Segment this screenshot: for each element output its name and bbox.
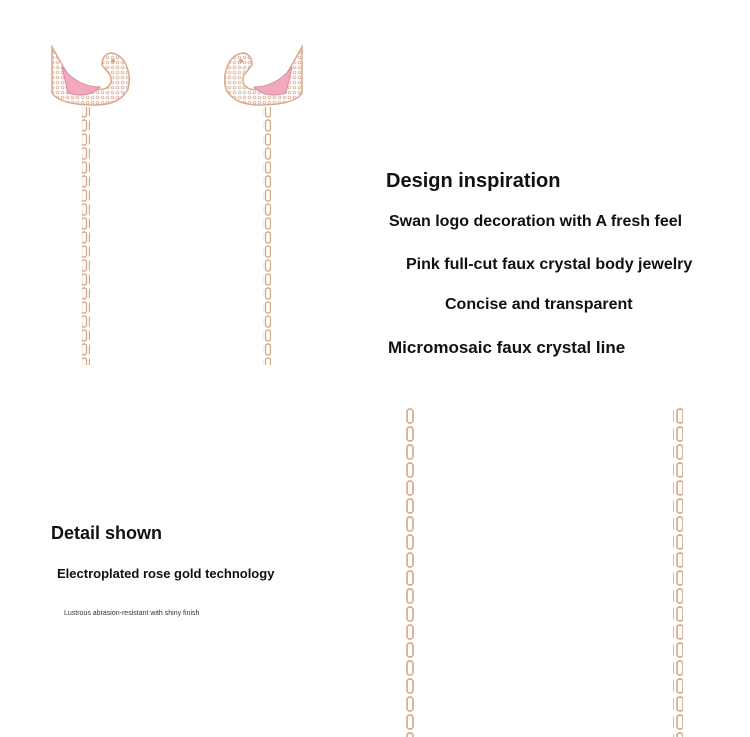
design-line: Micromosaic faux crystal line bbox=[388, 338, 626, 357]
closeup-chain-right bbox=[673, 408, 683, 737]
design-line: Swan logo decoration with A fresh feel bbox=[389, 213, 683, 230]
design-line: Concise and transparent bbox=[445, 296, 633, 313]
swan-earrings-photo bbox=[40, 35, 320, 375]
detail-note: Lustrous abrasion-resistant with shiny finish bbox=[64, 610, 200, 617]
left-swan-icon bbox=[52, 47, 129, 105]
right-swan-icon bbox=[225, 47, 302, 105]
closeup-chain-left bbox=[405, 408, 415, 737]
design-title: Design inspiration bbox=[386, 170, 561, 192]
right-chain bbox=[263, 107, 271, 365]
detail-subtitle: Electroplated rose gold technology bbox=[57, 566, 275, 581]
design-line: Pink full-cut faux crystal body jewelry bbox=[406, 256, 693, 273]
chain-closeup-photo bbox=[395, 408, 695, 737]
detail-title: Detail shown bbox=[51, 523, 163, 543]
left-chain bbox=[82, 107, 90, 365]
